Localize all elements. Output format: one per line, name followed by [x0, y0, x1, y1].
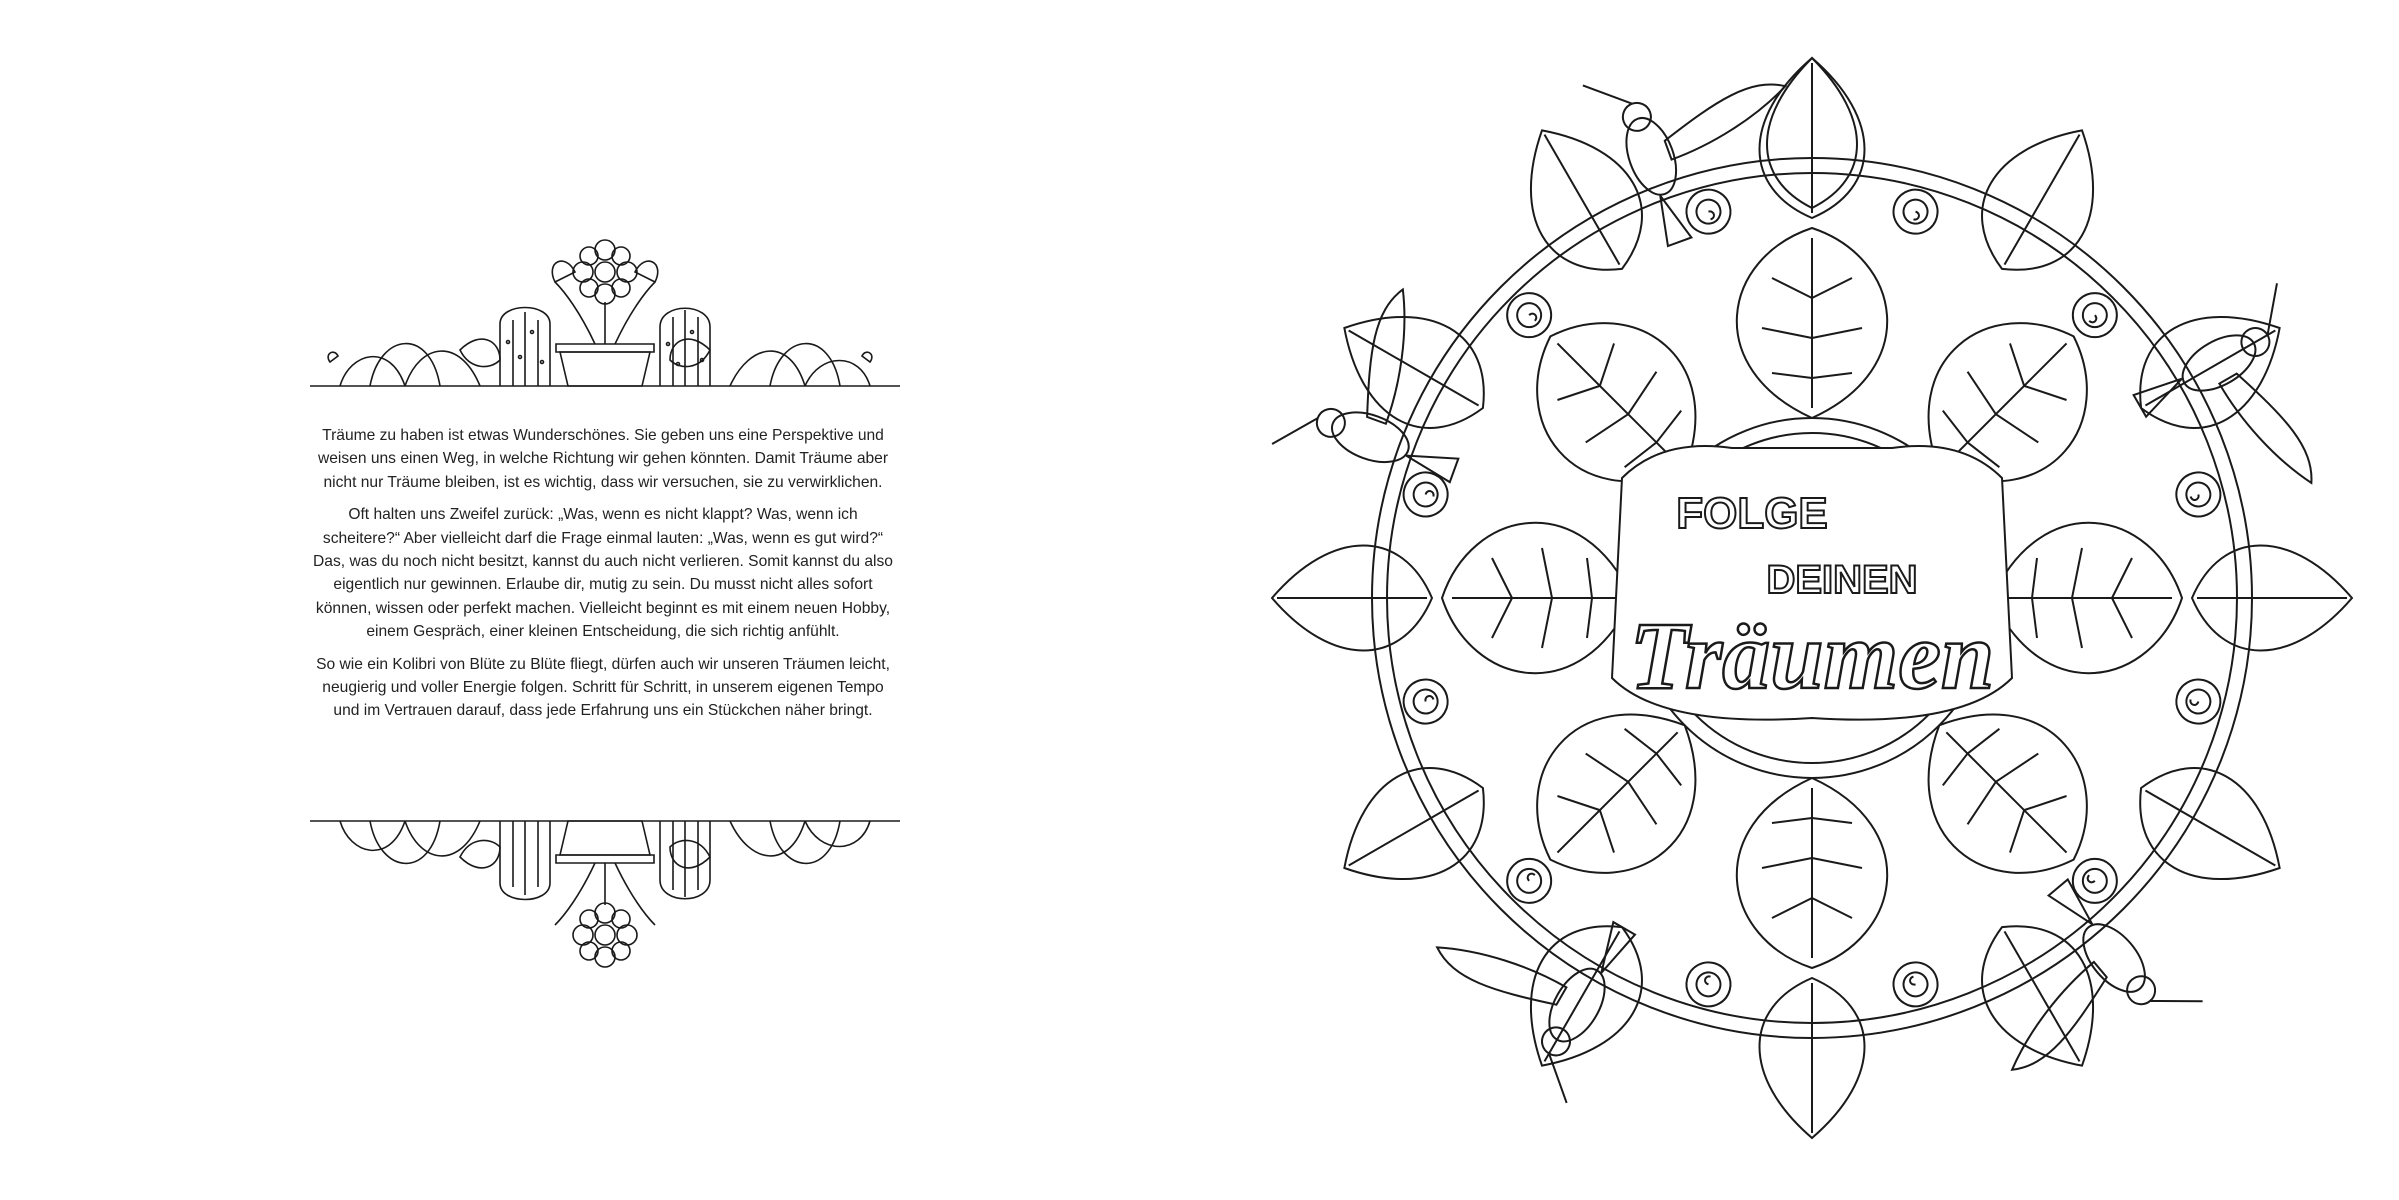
cactus-ornament-top-icon: [310, 232, 900, 392]
cactus-ornament-bottom-icon: [310, 815, 900, 975]
paragraph-2: Oft halten uns Zweifel zurück: „Was, wenn es nicht klappt? Was, wenn ich scheitere?“ Aber vielleicht darf die Frage einmal lauten: „Was, wenn es gut wird?“ Das, was du noch nicht besitzt, kannst du auch nicht verlieren. Somit kannst du also eigentlich nur gewinnen. Erlaube dir, mutig zu sein. Du musst nicht alles sofort können, wissen oder perfekt machen. Vielleicht beginnt es mit einem neuen Hobby, einem Gespräch, einer kleinen Entscheidung, die sich richtig anfühlt.: [313, 506, 893, 641]
lettering-folge: FOLGE: [1676, 489, 1828, 538]
paragraph-3: So wie ein Kolibri von Blüte zu Blüte fliegt, dürfen auch wir unseren Träumen leicht, neugierig und voller Energie folgen. Schritt für Schritt, in unserem eigenen Tempo und im Vertrauen darauf, dass jede Erfahrung uns ein Stückchen näher bringt.: [316, 655, 890, 720]
lettering-traeumen: Träumen: [1629, 602, 1995, 709]
hummingbird-mandala-icon: [1262, 28, 2362, 1168]
lettering-deinen: DEINEN: [1766, 558, 1918, 602]
intro-text: [308, 424, 898, 732]
paragraph-1: Träume zu haben ist etwas Wunderschönes. Sie geben uns eine Perspektive und weisen uns einen Weg, in welche Richtung wir gehen könnten. Damit Träume aber nicht nur Träume bleiben, ist es wichtig, dass wir versuchen, sie zu verwirklichen.: [317, 427, 889, 491]
